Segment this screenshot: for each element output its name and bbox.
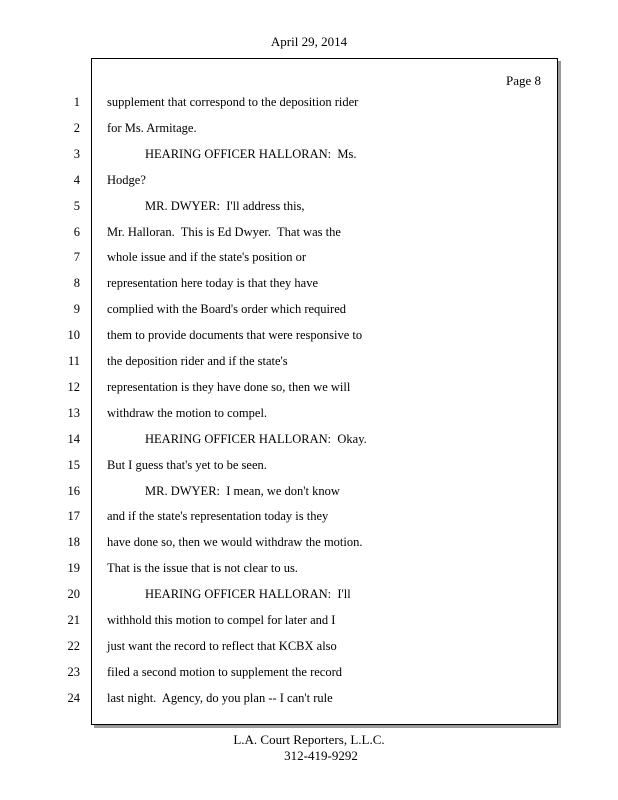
line-number: 1 [73,95,80,109]
line-number: 4 [73,172,80,187]
transcript-line [0,196,618,216]
transcript-line [0,325,618,345]
line-number: 14 [67,431,80,446]
line-number: 21 [67,613,80,627]
line-number: 12 [67,379,80,394]
line-text: HEARING OFFICER HALLORAN: Okay. [145,431,367,446]
transcript-line [0,247,618,267]
transcript-line [0,636,618,656]
line-number: 10 [67,328,80,343]
transcript-line [0,584,618,604]
line-text: Mr. Halloran. This is Ed Dwyer. That was the [107,224,341,239]
line-text: for Ms. Armitage. [107,120,197,135]
line-text: complied with the Board's order which required [107,302,346,317]
line-number: 11 [67,354,80,368]
line-text: supplement that correspond to the deposition rider [107,95,359,109]
line-number: 6 [73,224,80,239]
line-text: whole issue and if the state's position or [107,250,307,265]
footer-phone: 312-419-9292 [284,748,358,763]
line-text: the deposition rider and if the state's [107,354,288,368]
transcript-line [0,610,618,630]
footer-company: L.A. Court Reporters, L.L.C. [233,732,385,747]
line-text: HEARING OFFICER HALLORAN: I'll [145,587,351,602]
transcript-line [0,222,618,242]
line-text: withhold this motion to compel for later and I [107,613,336,627]
line-number: 17 [67,509,80,524]
line-text: That is the issue that is not clear to us. [107,561,298,576]
line-number: 24 [67,690,80,705]
transcript-line [0,170,618,190]
line-text: representation is they have done so, then we will [107,379,351,394]
line-number: 9 [73,302,80,317]
line-number: 8 [73,276,80,291]
line-number: 7 [73,250,80,265]
line-text: just want the record to reflect that KCBX also [107,638,337,653]
line-number: 16 [67,483,80,498]
transcript-line [0,558,618,578]
transcript-line [0,481,618,501]
line-text: Hodge? [107,172,146,187]
page-number: Page 8 [505,73,541,88]
line-text: MR. DWYER: I mean, we don't know [145,483,340,498]
transcript-line [0,273,618,293]
transcript-line [0,351,618,371]
transcript-line [0,403,618,423]
transcript-line [0,144,618,164]
transcript-line [0,118,618,138]
line-number: 13 [67,405,80,420]
line-number: 15 [67,457,80,472]
transcript-line [0,377,618,397]
line-text: withdraw the motion to compel. [107,405,268,420]
line-text: them to provide documents that were responsive to [107,328,363,343]
line-text: But I guess that's yet to be seen. [107,457,267,472]
line-number: 3 [73,146,80,161]
line-number: 19 [67,561,80,576]
line-text: HEARING OFFICER HALLORAN: Ms. [145,146,357,161]
transcript-line [0,532,618,552]
transcript-line [0,92,618,112]
transcript-line [0,455,618,475]
line-text: have done so, then we would withdraw the motion. [107,535,363,550]
line-number: 20 [67,587,80,602]
line-number: 2 [73,120,80,135]
transcript-line [0,506,618,526]
line-text: representation here today is that they have [107,276,319,291]
page-date-header: April 29, 2014 [270,34,348,49]
line-text: last night. Agency, do you plan -- I can't rule [107,690,333,705]
line-number: 18 [67,535,80,550]
line-text: and if the state's representation today is they [107,509,329,524]
line-text: filed a second motion to supplement the record [107,664,343,679]
transcript-line [0,662,618,682]
transcript-line [0,299,618,319]
line-text: MR. DWYER: I'll address this, [145,198,305,213]
transcript-line [0,688,618,708]
line-number: 23 [67,664,80,679]
line-number: 22 [67,638,80,653]
line-number: 5 [73,198,80,213]
transcript-line [0,429,618,449]
